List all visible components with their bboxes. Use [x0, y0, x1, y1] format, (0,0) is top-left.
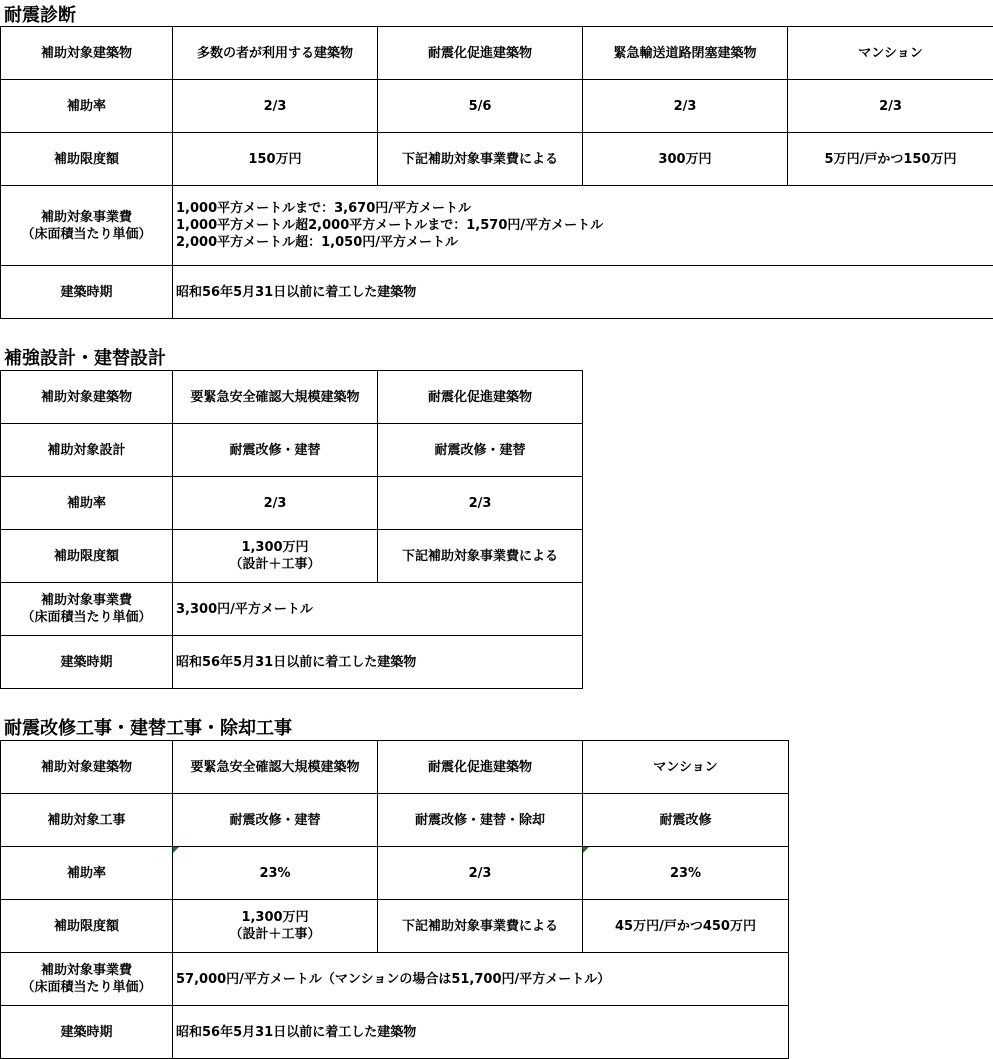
table-row — [1, 741, 789, 794]
table-row — [1, 371, 583, 424]
row-label-rate: 補助率 — [1, 80, 173, 133]
limit-cell — [173, 530, 378, 583]
comment-marker — [583, 847, 589, 853]
rate-cell — [173, 847, 378, 900]
row-label-design: 補助対象設計 — [1, 424, 173, 477]
row-label-rate: 補助率 — [1, 847, 173, 900]
work-cell: 耐震改修・建替 — [173, 794, 378, 847]
row-label-period: 建築時期 — [1, 636, 173, 689]
table-row — [1, 266, 993, 319]
table-row — [1, 530, 583, 583]
cost-line: 1,000平方メートルまで：3,670円/平方メートル — [176, 201, 471, 216]
cost-label-line: 補助対象事業費 — [40, 209, 132, 225]
cost-label-line: 補助対象事業費 — [40, 593, 132, 608]
limit-cell: 300万円 — [583, 133, 788, 186]
row-label-building: 補助対象建築物 — [1, 27, 173, 80]
table-row — [1, 477, 583, 530]
cost-cell: 3,300円/平方メートル — [173, 583, 583, 636]
design-cell: 耐震改修・建替 — [378, 424, 583, 477]
rate-value: 23% — [669, 865, 702, 881]
cost-line: 1,000平方メートル超2,000平方メートルまで：1,570円/平方メートル — [176, 218, 604, 233]
limit-line: （設計＋工事） — [229, 927, 321, 942]
column-header: 多数の者が利用する建築物 — [173, 27, 378, 80]
diagnosis-table — [0, 26, 993, 319]
table-row — [1, 847, 789, 900]
period-cell: 昭和56年5月31日以前に着工した建築物 — [173, 1006, 789, 1059]
cost-label-line: 補助対象事業費 — [40, 963, 132, 978]
period-cell: 昭和56年5月31日以前に着工した建築物 — [173, 266, 993, 319]
works-table — [0, 740, 789, 1059]
rate-cell: 2/3 — [378, 477, 583, 530]
table-row — [1, 186, 993, 266]
work-cell: 耐震改修・建替・除却 — [378, 794, 583, 847]
limit-line: （設計＋工事） — [229, 557, 321, 572]
section-title-design: 補強設計・建替設計 — [4, 348, 166, 369]
table-row — [1, 424, 583, 477]
cost-cell — [173, 186, 993, 266]
row-label-cost — [1, 953, 173, 1006]
row-label-rate: 補助率 — [1, 477, 173, 530]
row-label-cost — [1, 186, 173, 266]
limit-line: 1,300万円 — [241, 540, 309, 555]
row-label-period: 建築時期 — [1, 266, 173, 319]
limit-cell — [173, 900, 378, 953]
table-row — [1, 794, 789, 847]
limit-cell: 150万円 — [173, 133, 378, 186]
cost-cell: 57,000円/平方メートル（マンションの場合は51,700円/平方メートル） — [173, 953, 789, 1006]
rate-cell: 2/3 — [378, 847, 583, 900]
cost-line: 2,000平方メートル超：1,050円/平方メートル — [176, 235, 458, 250]
column-header: 要緊急安全確認大規模建築物 — [173, 371, 378, 424]
row-label-limit: 補助限度額 — [1, 530, 173, 583]
section-title-works: 耐震改修工事・建替工事・除却工事 — [4, 718, 292, 739]
table-row — [1, 900, 789, 953]
table-row — [1, 636, 583, 689]
design-table — [0, 370, 583, 689]
column-header: 緊急輸送道路閉塞建築物 — [583, 27, 788, 80]
column-header: 耐震化促進建築物 — [378, 741, 583, 794]
table-row — [1, 1006, 789, 1059]
cost-label-line: （床面積当たり単価） — [21, 980, 152, 995]
column-header: 要緊急安全確認大規模建築物 — [173, 741, 378, 794]
column-header: マンション — [583, 741, 789, 794]
limit-line: 1,300万円 — [241, 910, 309, 925]
table-row — [1, 80, 993, 133]
rate-cell: 5/6 — [378, 80, 583, 133]
limit-cell: 下記補助対象事業費による — [378, 900, 583, 953]
cost-label-line: （床面積当たり単価） — [21, 226, 152, 242]
section-title-diagnosis: 耐震診断 — [4, 5, 76, 26]
design-cell: 耐震改修・建替 — [173, 424, 378, 477]
row-label-building: 補助対象建築物 — [1, 741, 173, 794]
row-label-limit: 補助限度額 — [1, 133, 173, 186]
rate-cell: 2/3 — [583, 80, 788, 133]
rate-cell — [583, 847, 789, 900]
rate-value: 23% — [259, 865, 291, 881]
row-label-limit: 補助限度額 — [1, 900, 173, 953]
table-row — [1, 583, 583, 636]
rate-cell: 2/3 — [173, 477, 378, 530]
work-cell: 耐震改修 — [583, 794, 789, 847]
row-label-work: 補助対象工事 — [1, 794, 173, 847]
column-header: 耐震化促進建築物 — [378, 27, 583, 80]
row-label-period: 建築時期 — [1, 1006, 173, 1059]
limit-cell: 45万円/戸かつ450万円 — [583, 900, 789, 953]
limit-cell: 下記補助対象事業費による — [378, 530, 583, 583]
comment-marker — [173, 847, 179, 853]
table-row — [1, 133, 993, 186]
rate-cell: 2/3 — [173, 80, 378, 133]
column-header: 耐震化促進建築物 — [378, 371, 583, 424]
table-row — [1, 27, 993, 80]
rate-cell: 2/3 — [788, 80, 993, 133]
column-header: マンション — [788, 27, 993, 80]
table-row — [1, 953, 789, 1006]
row-label-building: 補助対象建築物 — [1, 371, 173, 424]
limit-cell: 5万円/戸かつ150万円 — [788, 133, 993, 186]
period-cell: 昭和56年5月31日以前に着工した建築物 — [173, 636, 583, 689]
row-label-cost — [1, 583, 173, 636]
limit-cell: 下記補助対象事業費による — [378, 133, 583, 186]
cost-label-line: （床面積当たり単価） — [21, 610, 152, 625]
